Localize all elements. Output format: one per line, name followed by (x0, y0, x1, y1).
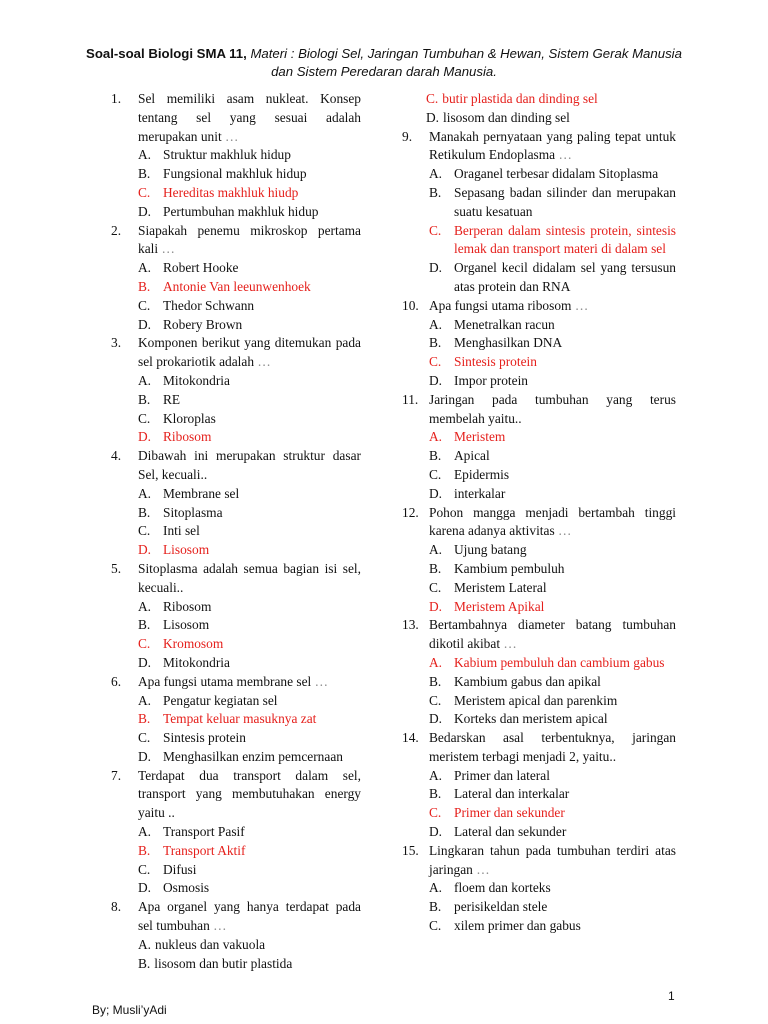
option-label: A. (429, 542, 443, 558)
answer-options (402, 541, 676, 616)
option-label: A. (429, 654, 443, 670)
question-text-wrap (429, 391, 676, 429)
answer-option (111, 842, 361, 861)
option-text: Kloroplas (163, 410, 216, 426)
answer-option (402, 165, 676, 184)
answer-option (111, 955, 361, 974)
answer-option (111, 485, 361, 504)
question-text: Jaringan pada tumbuhan yang terus membelah yaitu.. (429, 391, 676, 426)
answer-option (111, 259, 361, 278)
option-label: C. (138, 730, 151, 746)
question-number: 4. (111, 448, 122, 464)
question-text-wrap (429, 729, 676, 767)
answer-options (402, 654, 676, 729)
answer-option (111, 879, 361, 898)
question-number: 6. (111, 673, 122, 689)
question-ellipsis: … (574, 297, 589, 313)
option-label: D. (429, 711, 443, 727)
option-label: D. (429, 598, 443, 614)
answer-option (402, 334, 676, 353)
option-text: Tempat keluar masuknya zat (163, 711, 317, 727)
option-label: A. (138, 824, 152, 840)
option-label: D. (429, 485, 443, 501)
question-item (402, 729, 676, 842)
answer-option (402, 485, 676, 504)
option-text: perisikeldan stele (454, 899, 548, 915)
answer-options (402, 428, 676, 503)
answer-option (402, 447, 676, 466)
answer-option (402, 372, 676, 391)
option-text: Apical (454, 448, 490, 464)
answer-option (111, 748, 361, 767)
question-text-wrap (138, 90, 361, 146)
author-credit: By; Musli’yAdi (92, 1003, 167, 1017)
question-text: Apa fungsi utama ribosom (429, 297, 572, 313)
question-ellipsis: … (558, 147, 572, 163)
option-label: B. (138, 504, 151, 520)
question-stem (111, 673, 361, 692)
option-label: D. (138, 748, 152, 764)
answer-options (111, 936, 361, 974)
option-label: B. (138, 955, 151, 971)
question-text: Terdapat dua transport dalam sel, transport yang membutuhakan energy yaitu .. (138, 767, 361, 821)
document-title (60, 45, 708, 81)
question-item (402, 297, 676, 391)
question-item (402, 616, 676, 729)
answer-option (111, 391, 361, 410)
question-text: Manakah pernyataan yang paling tepat untuk Retikulum Endoplasma (429, 128, 676, 163)
option-text: Struktur makhluk hidup (163, 147, 291, 163)
question-item (402, 504, 676, 617)
question-stem (111, 222, 361, 260)
answer-option (402, 353, 676, 372)
answer-option (402, 90, 676, 109)
question-text: Bertambahnya diameter batang tumbuhan dikotil akibat (429, 617, 676, 652)
option-label: C. (138, 184, 151, 200)
question-number: 15. (402, 842, 419, 858)
question-text: Dibawah ini merupakan struktur dasar Sel, kecuali.. (138, 448, 361, 482)
option-label: D. (138, 316, 152, 332)
question-text-wrap (138, 767, 361, 823)
question-text: Apa fungsi utama membrane sel (138, 673, 312, 689)
option-text: Meristem (454, 429, 506, 445)
answer-options (111, 598, 361, 673)
title-italic-line1: Materi : Biologi Sel, Jaringan Tumbuhan & Hewan, Sistem Gerak Manusia (246, 46, 682, 61)
question-text: Siapakah penemu mikroskop pertama kali (138, 222, 361, 257)
left-column (111, 90, 361, 973)
option-label: B. (429, 448, 442, 464)
option-label: A. (429, 880, 443, 896)
answer-option (402, 673, 676, 692)
option-label: B. (138, 278, 151, 294)
option-label: A. (138, 936, 152, 952)
answer-option (402, 692, 676, 711)
answer-options (402, 767, 676, 842)
answer-option (111, 616, 361, 635)
answer-option (111, 372, 361, 391)
question-ellipsis: … (257, 354, 271, 370)
option-text: interkalar (454, 485, 506, 501)
option-label: B. (429, 335, 442, 351)
question-stem (111, 898, 361, 936)
question-stem (111, 334, 361, 372)
answer-option (402, 579, 676, 598)
option-text: Lateral dan sekunder (454, 824, 567, 840)
answer-option (402, 767, 676, 786)
option-label: A. (429, 316, 443, 332)
question-text-wrap (429, 842, 676, 880)
option-text: Sepasang badan silinder dan merupakan suatu kesatuan (454, 184, 676, 219)
question-item (111, 560, 361, 673)
answer-option (111, 184, 361, 203)
question-number: 9. (402, 128, 413, 144)
option-label: C. (138, 410, 151, 426)
answer-options (402, 165, 676, 297)
answer-options (111, 485, 361, 560)
answer-option (402, 316, 676, 335)
option-text: Robery Brown (163, 316, 243, 332)
question-stem (402, 297, 676, 316)
question-text-wrap (138, 560, 361, 598)
question-stem (402, 128, 676, 166)
option-label: D. (138, 429, 152, 445)
option-text: Difusi (163, 861, 197, 877)
question-stem (402, 504, 676, 542)
answer-option (402, 109, 676, 128)
question-text: Lingkaran tahun pada tumbuhan terdiri atas jaringan (429, 842, 676, 877)
option-label: B. (429, 899, 442, 915)
option-label: D. (426, 109, 440, 125)
question-number: 8. (111, 899, 122, 915)
question-text-wrap (138, 673, 361, 692)
option-text: Epidermis (454, 466, 510, 482)
option-text: nukleus dan vakuola (155, 936, 266, 952)
question-item (402, 842, 676, 936)
question-text: Apa organel yang hanya terdapat pada sel tumbuhan (138, 899, 361, 934)
question-number: 13. (402, 617, 419, 633)
question-ellipsis: … (213, 918, 227, 934)
option-label: A. (138, 372, 152, 388)
option-text: Thedor Schwann (163, 297, 255, 313)
question-item (111, 222, 361, 335)
option-text: Korteks dan meristem apical (454, 711, 608, 727)
question-number: 3. (111, 335, 122, 351)
answer-option (402, 710, 676, 729)
answer-option (402, 804, 676, 823)
option-label: B. (429, 786, 442, 802)
answer-option (111, 635, 361, 654)
answer-option (111, 541, 361, 560)
question-text: Pohon mangga menjadi bertambah tinggi karena adanya aktivitas (429, 504, 676, 539)
question-number: 2. (111, 222, 122, 238)
question-ellipsis: … (503, 636, 517, 652)
answer-option (402, 823, 676, 842)
option-text: RE (163, 391, 181, 407)
question-item (111, 90, 361, 222)
answer-option (111, 297, 361, 316)
option-text: Ujung batang (454, 542, 527, 558)
option-label: B. (429, 673, 442, 689)
question-item (111, 673, 361, 767)
option-text: Meristem Lateral (454, 579, 547, 595)
option-label: D. (138, 654, 152, 670)
option-label: B. (429, 560, 442, 576)
option-text: Sintesis protein (163, 730, 246, 746)
question-text-wrap (138, 898, 361, 936)
answer-option (111, 165, 361, 184)
answer-option (402, 428, 676, 447)
option-label: C. (429, 579, 442, 595)
option-label: C. (429, 692, 442, 708)
option-text: Mitokondria (163, 372, 230, 388)
option-label: B. (429, 184, 442, 200)
answer-option (111, 410, 361, 429)
option-label: A. (138, 147, 152, 163)
option-label: A. (138, 260, 152, 276)
option-label: B. (138, 617, 151, 633)
page-number: 1 (668, 989, 675, 1003)
option-text: butir plastida dan dinding sel (442, 91, 598, 106)
option-label: C. (426, 91, 439, 106)
option-label: A. (138, 598, 152, 614)
option-label: A. (429, 767, 443, 783)
option-text: floem dan korteks (454, 880, 551, 896)
question-stem (402, 729, 676, 767)
question-stem (111, 767, 361, 823)
answer-option (402, 466, 676, 485)
option-text: Pertumbuhan makhluk hidup (163, 203, 319, 219)
option-label: C. (138, 523, 151, 539)
question-stem (111, 90, 361, 146)
option-text: xilem primer dan gabus (454, 918, 581, 934)
answer-option (402, 184, 676, 222)
title-italic-line2: dan Sistem Peredaran darah Manusia. (271, 64, 497, 79)
option-label: C. (429, 466, 442, 482)
question-text: Sel memiliki asam nukleat. Konsep tentang sel yang sesuai adalah merupakan unit (138, 91, 361, 144)
answer-option (111, 654, 361, 673)
option-text: Kambium pembuluh (454, 560, 565, 576)
answer-option (402, 898, 676, 917)
option-text: Transport Pasif (163, 824, 245, 840)
answer-option (402, 654, 676, 673)
option-text: Menghasilkan enzim pemcernaan (163, 748, 343, 764)
option-text: Lateral dan interkalar (454, 786, 570, 802)
question-item (111, 334, 361, 447)
question-text-wrap (429, 504, 676, 542)
option-label: D. (138, 542, 152, 558)
option-label: C. (138, 861, 151, 877)
question-ellipsis: … (476, 861, 490, 877)
answer-option (111, 316, 361, 335)
answer-options (402, 316, 676, 391)
answer-option (111, 146, 361, 165)
question-item (111, 898, 361, 973)
option-text: Hereditas makhluk hiudp (163, 184, 299, 200)
option-text: Membrane sel (163, 485, 240, 501)
option-label: A. (429, 429, 443, 445)
answer-option (111, 823, 361, 842)
option-label: D. (138, 880, 152, 896)
answer-option (402, 598, 676, 617)
question-text-wrap (429, 616, 676, 654)
question-text: Sitoplasma adalah semua bagian isi sel, kecuali.. (138, 560, 361, 595)
option-text: Inti sel (163, 523, 200, 539)
option-text: Kabium pembuluh dan cambium gabus (454, 654, 665, 670)
option-text: Menetralkan racun (454, 316, 555, 332)
answer-option (402, 917, 676, 936)
option-label: B. (138, 166, 151, 182)
option-text: Transport Aktif (163, 842, 246, 858)
option-label: D. (138, 203, 152, 219)
question-number: 14. (402, 730, 419, 746)
question-text-wrap (429, 128, 676, 166)
option-text: Lisosom (163, 617, 210, 633)
option-text: Ribosom (163, 598, 212, 614)
answer-option (111, 522, 361, 541)
question-number: 10. (402, 297, 419, 313)
question-stem (111, 560, 361, 598)
question-ellipsis: … (225, 128, 239, 144)
question-text-wrap (429, 297, 676, 316)
answer-option (111, 861, 361, 880)
option-text: Sitoplasma (163, 504, 223, 520)
answer-options (111, 372, 361, 447)
option-text: Oraganel terbesar didalam Sitoplasma (454, 166, 659, 182)
question-text: Bedarskan asal terbentuknya, jaringan meristem terbagi menjadi 2, yaitu.. (429, 730, 676, 764)
option-label: C. (138, 636, 151, 652)
option-label: C. (429, 918, 442, 934)
question-item (402, 391, 676, 504)
question-text-wrap (138, 334, 361, 372)
title-bold: Soal-soal Biologi SMA 11, (86, 46, 247, 61)
answer-options (402, 879, 676, 935)
right-column (402, 90, 676, 936)
answer-option (402, 541, 676, 560)
question-ellipsis: … (558, 523, 572, 539)
option-label: B. (138, 711, 151, 727)
option-text: Osmosis (163, 880, 210, 896)
question-stem (402, 391, 676, 429)
option-text: Impor protein (454, 372, 529, 388)
option-label: C. (429, 805, 442, 821)
question-text-wrap (138, 447, 361, 485)
answer-option (111, 729, 361, 748)
answer-options (111, 146, 361, 221)
option-label: D. (429, 824, 443, 840)
question-number: 7. (111, 767, 122, 783)
answer-option (111, 598, 361, 617)
option-label: C. (429, 222, 442, 238)
answer-option (111, 504, 361, 523)
answer-option (402, 222, 676, 260)
option-text: Berperan dalam sintesis protein, sintesis lemak dan transport materi di dalam sel (454, 222, 676, 257)
continuation-options (402, 90, 676, 128)
answer-option (402, 259, 676, 297)
question-ellipsis: … (161, 241, 175, 257)
option-text: Kromosom (163, 636, 224, 652)
option-text: Sintesis protein (454, 354, 537, 370)
option-label: D. (429, 372, 443, 388)
option-label: D. (429, 260, 443, 276)
option-text: Meristem apical dan parenkim (454, 692, 618, 708)
option-text: Meristem Apikal (454, 598, 545, 614)
question-number: 11. (402, 391, 419, 407)
answer-option (111, 428, 361, 447)
answer-option (111, 278, 361, 297)
answer-option (111, 692, 361, 711)
option-label: C. (138, 297, 151, 313)
option-label: A. (429, 166, 443, 182)
option-label: B. (138, 842, 151, 858)
answer-options (111, 692, 361, 767)
question-text-wrap (138, 222, 361, 260)
option-text: Kambium gabus dan apikal (454, 673, 601, 689)
question-text: Komponen berikut yang ditemukan pada sel prokariotik adalah (138, 335, 361, 370)
option-text: Antonie Van leeunwenhoek (163, 278, 311, 294)
option-text: lisosom dan dinding sel (443, 109, 570, 125)
answer-option (111, 710, 361, 729)
answer-options (111, 823, 361, 898)
question-number: 1. (111, 91, 122, 106)
option-text: Primer dan lateral (454, 767, 550, 783)
option-text: Pengatur kegiatan sel (163, 692, 278, 708)
option-text: Fungsional makhluk hidup (163, 166, 307, 182)
question-number: 12. (402, 504, 419, 520)
option-label: B. (138, 391, 151, 407)
question-item (111, 447, 361, 560)
option-text: Ribosom (163, 429, 212, 445)
answer-options (111, 259, 361, 334)
answer-option (402, 879, 676, 898)
option-text: Organel kecil didalam sel yang tersusun atas protein dan RNA (454, 260, 676, 294)
option-text: lisosom dan butir plastida (154, 955, 293, 971)
answer-option (111, 203, 361, 222)
answer-option (402, 785, 676, 804)
option-label: A. (138, 485, 152, 501)
option-text: Menghasilkan DNA (454, 335, 563, 351)
option-label: C. (429, 354, 442, 370)
question-stem (111, 447, 361, 485)
option-text: Lisosom (163, 542, 210, 558)
question-item (111, 767, 361, 899)
answer-option (402, 560, 676, 579)
question-stem (402, 616, 676, 654)
option-text: Primer dan sekunder (454, 805, 565, 821)
question-number: 5. (111, 560, 122, 576)
question-ellipsis: … (314, 673, 329, 689)
answer-option (111, 936, 361, 955)
question-item (402, 128, 676, 297)
option-text: Mitokondria (163, 654, 230, 670)
question-stem (402, 842, 676, 880)
option-text: Robert Hooke (163, 260, 239, 276)
option-label: A. (138, 692, 152, 708)
right-questions (402, 128, 676, 936)
